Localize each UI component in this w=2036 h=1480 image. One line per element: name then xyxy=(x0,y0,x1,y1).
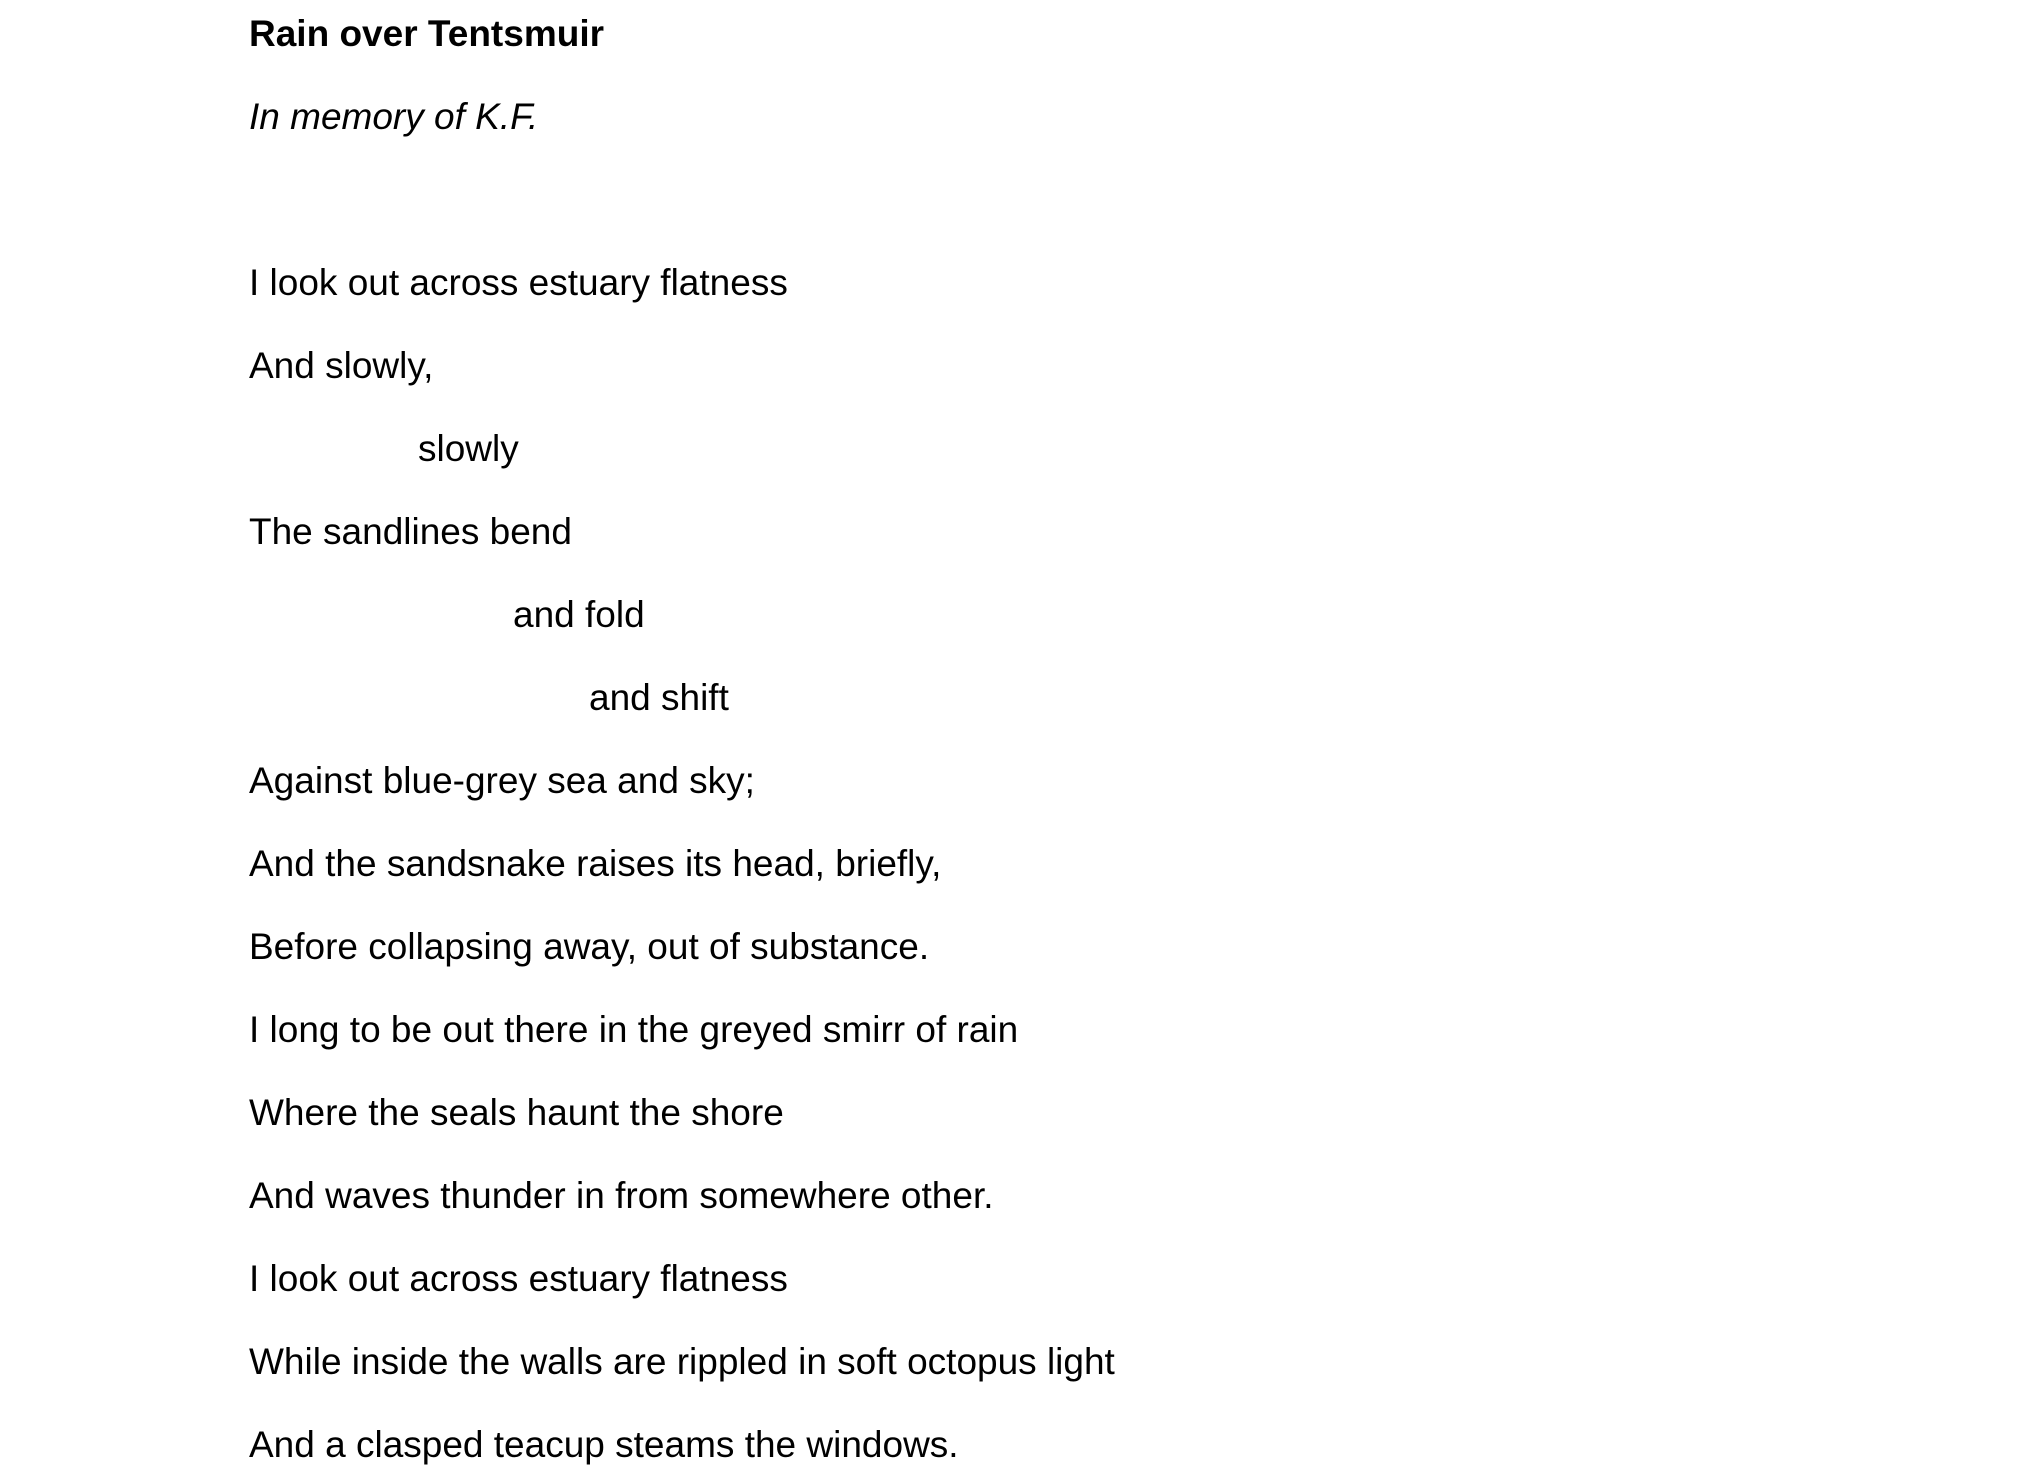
poem-line: and shift xyxy=(589,677,729,718)
poem-line: Before collapsing away, out of substance. xyxy=(249,926,930,967)
poem-line: I long to be out there in the greyed smirr of rain xyxy=(249,1009,1019,1050)
poem-line: I look out across estuary flatness xyxy=(249,262,788,303)
poem-line: and fold xyxy=(513,594,645,635)
poem-line: While inside the walls are rippled in soft octopus light xyxy=(249,1341,1115,1382)
poem-line: And a clasped teacup steams the windows. xyxy=(249,1424,959,1465)
poem-line: And the sandsnake raises its head, briefly, xyxy=(249,843,942,884)
poem-line: I look out across estuary flatness xyxy=(249,1258,788,1299)
poem-line: Against blue-grey sea and sky; xyxy=(249,760,755,801)
poem-title: Rain over Tentsmuir xyxy=(249,13,605,54)
poem-line: slowly xyxy=(418,428,519,469)
poem-line: Where the seals haunt the shore xyxy=(249,1092,784,1133)
poem-line: The sandlines bend xyxy=(249,511,572,552)
poem-line: And waves thunder in from somewhere other. xyxy=(249,1175,994,1216)
poem-line: And slowly, xyxy=(249,345,434,386)
poem-dedication: In memory of K.F. xyxy=(249,96,539,137)
